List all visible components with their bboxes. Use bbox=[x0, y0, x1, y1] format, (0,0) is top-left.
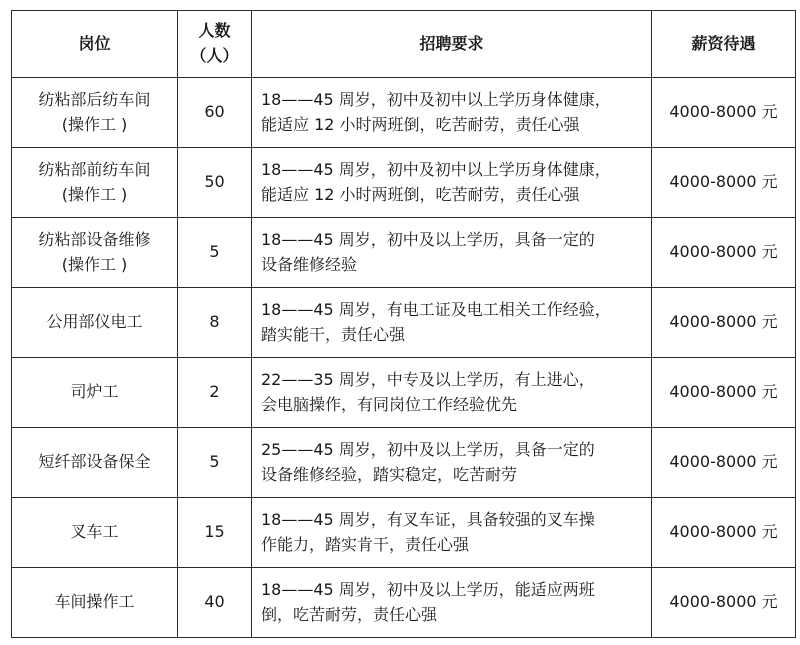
cell-requirements bbox=[252, 78, 652, 148]
cell-position bbox=[12, 288, 178, 358]
position-line1: 纺粘部前纺车间 bbox=[38, 159, 151, 179]
header-count bbox=[178, 11, 252, 78]
cell-position bbox=[12, 428, 178, 498]
cell-position bbox=[12, 148, 178, 218]
table-row bbox=[12, 358, 796, 428]
cell-salary: 4000-8000 元 bbox=[652, 428, 796, 498]
table-row bbox=[12, 78, 796, 148]
table-row bbox=[12, 428, 796, 498]
req-line1: 18——45 周岁，初中及初中以上学历身体健康， bbox=[261, 159, 611, 179]
cell-requirements bbox=[252, 148, 652, 218]
position-line2: (操作工 ) bbox=[61, 114, 128, 134]
position-line1: 纺粘部后纺车间 bbox=[38, 89, 151, 109]
req-line1: 22——35 周岁，中专及以上学历，有上进心， bbox=[261, 369, 595, 389]
cell-salary: 4000-8000 元 bbox=[652, 218, 796, 288]
position-line1: 公用部仪电工 bbox=[46, 312, 143, 332]
cell-count: 5 bbox=[178, 428, 252, 498]
cell-salary: 4000-8000 元 bbox=[652, 498, 796, 568]
req-line2: 能适应 12 小时两班倒，吃苦耐劳，责任心强 bbox=[261, 184, 580, 204]
req-line2: 踏实能干，责任心强 bbox=[261, 324, 406, 344]
req-line1: 18——45 周岁，初中及以上学历，具备一定的 bbox=[261, 229, 595, 249]
cell-salary: 4000-8000 元 bbox=[652, 78, 796, 148]
table-row bbox=[12, 498, 796, 568]
cell-salary: 4000-8000 元 bbox=[652, 358, 796, 428]
req-line2: 能适应 12 小时两班倒，吃苦耐劳，责任心强 bbox=[261, 114, 580, 134]
position-line1: 短纤部设备保全 bbox=[38, 452, 151, 472]
cell-count: 40 bbox=[178, 568, 252, 638]
header-count-line2: （人） bbox=[190, 46, 239, 65]
req-line1: 18——45 周岁，初中及以上学历，能适应两班 bbox=[261, 579, 595, 599]
position-line1: 司炉工 bbox=[70, 382, 119, 402]
cell-count: 60 bbox=[178, 78, 252, 148]
cell-requirements bbox=[252, 568, 652, 638]
header-requirements: 招聘要求 bbox=[252, 11, 652, 78]
table-row bbox=[12, 218, 796, 288]
req-line2: 作能力，踏实肯干，责任心强 bbox=[261, 534, 470, 554]
cell-position bbox=[12, 568, 178, 638]
cell-count: 8 bbox=[178, 288, 252, 358]
position-line2: (操作工 ) bbox=[61, 254, 128, 274]
position-line1: 叉车工 bbox=[70, 522, 119, 542]
header-position: 岗位 bbox=[12, 11, 178, 78]
cell-position bbox=[12, 358, 178, 428]
position-line2: (操作工 ) bbox=[61, 184, 128, 204]
req-line1: 25——45 周岁，初中及以上学历，具备一定的 bbox=[261, 439, 595, 459]
req-line1: 18——45 周岁，初中及初中以上学历身体健康， bbox=[261, 89, 611, 109]
req-line1: 18——45 周岁，有叉车证，具备较强的叉车操 bbox=[261, 509, 595, 529]
req-line2: 设备维修经验，踏实稳定，吃苦耐劳 bbox=[261, 464, 518, 484]
table-row bbox=[12, 288, 796, 358]
cell-requirements bbox=[252, 428, 652, 498]
cell-position bbox=[12, 498, 178, 568]
cell-requirements bbox=[252, 358, 652, 428]
cell-salary: 4000-8000 元 bbox=[652, 568, 796, 638]
position-line1: 纺粘部设备维修 bbox=[38, 229, 151, 249]
recruitment-table bbox=[11, 10, 796, 638]
cell-count: 15 bbox=[178, 498, 252, 568]
cell-requirements bbox=[252, 498, 652, 568]
table-row bbox=[12, 148, 796, 218]
cell-requirements bbox=[252, 288, 652, 358]
cell-salary: 4000-8000 元 bbox=[652, 148, 796, 218]
req-line2: 倒，吃苦耐劳，责任心强 bbox=[261, 604, 438, 624]
req-line2: 设备维修经验 bbox=[261, 254, 358, 274]
cell-count: 5 bbox=[178, 218, 252, 288]
header-salary: 薪资待遇 bbox=[652, 11, 796, 78]
req-line1: 18——45 周岁，有电工证及电工相关工作经验， bbox=[261, 299, 611, 319]
cell-position bbox=[12, 218, 178, 288]
cell-requirements bbox=[252, 218, 652, 288]
cell-count: 50 bbox=[178, 148, 252, 218]
cell-position bbox=[12, 78, 178, 148]
cell-salary: 4000-8000 元 bbox=[652, 288, 796, 358]
req-line2: 会电脑操作，有同岗位工作经验优先 bbox=[261, 394, 518, 414]
table-header-row bbox=[12, 11, 796, 78]
header-count-line1: 人数 bbox=[198, 21, 231, 41]
position-line1: 车间操作工 bbox=[54, 592, 135, 612]
cell-count: 2 bbox=[178, 358, 252, 428]
table-row bbox=[12, 568, 796, 638]
